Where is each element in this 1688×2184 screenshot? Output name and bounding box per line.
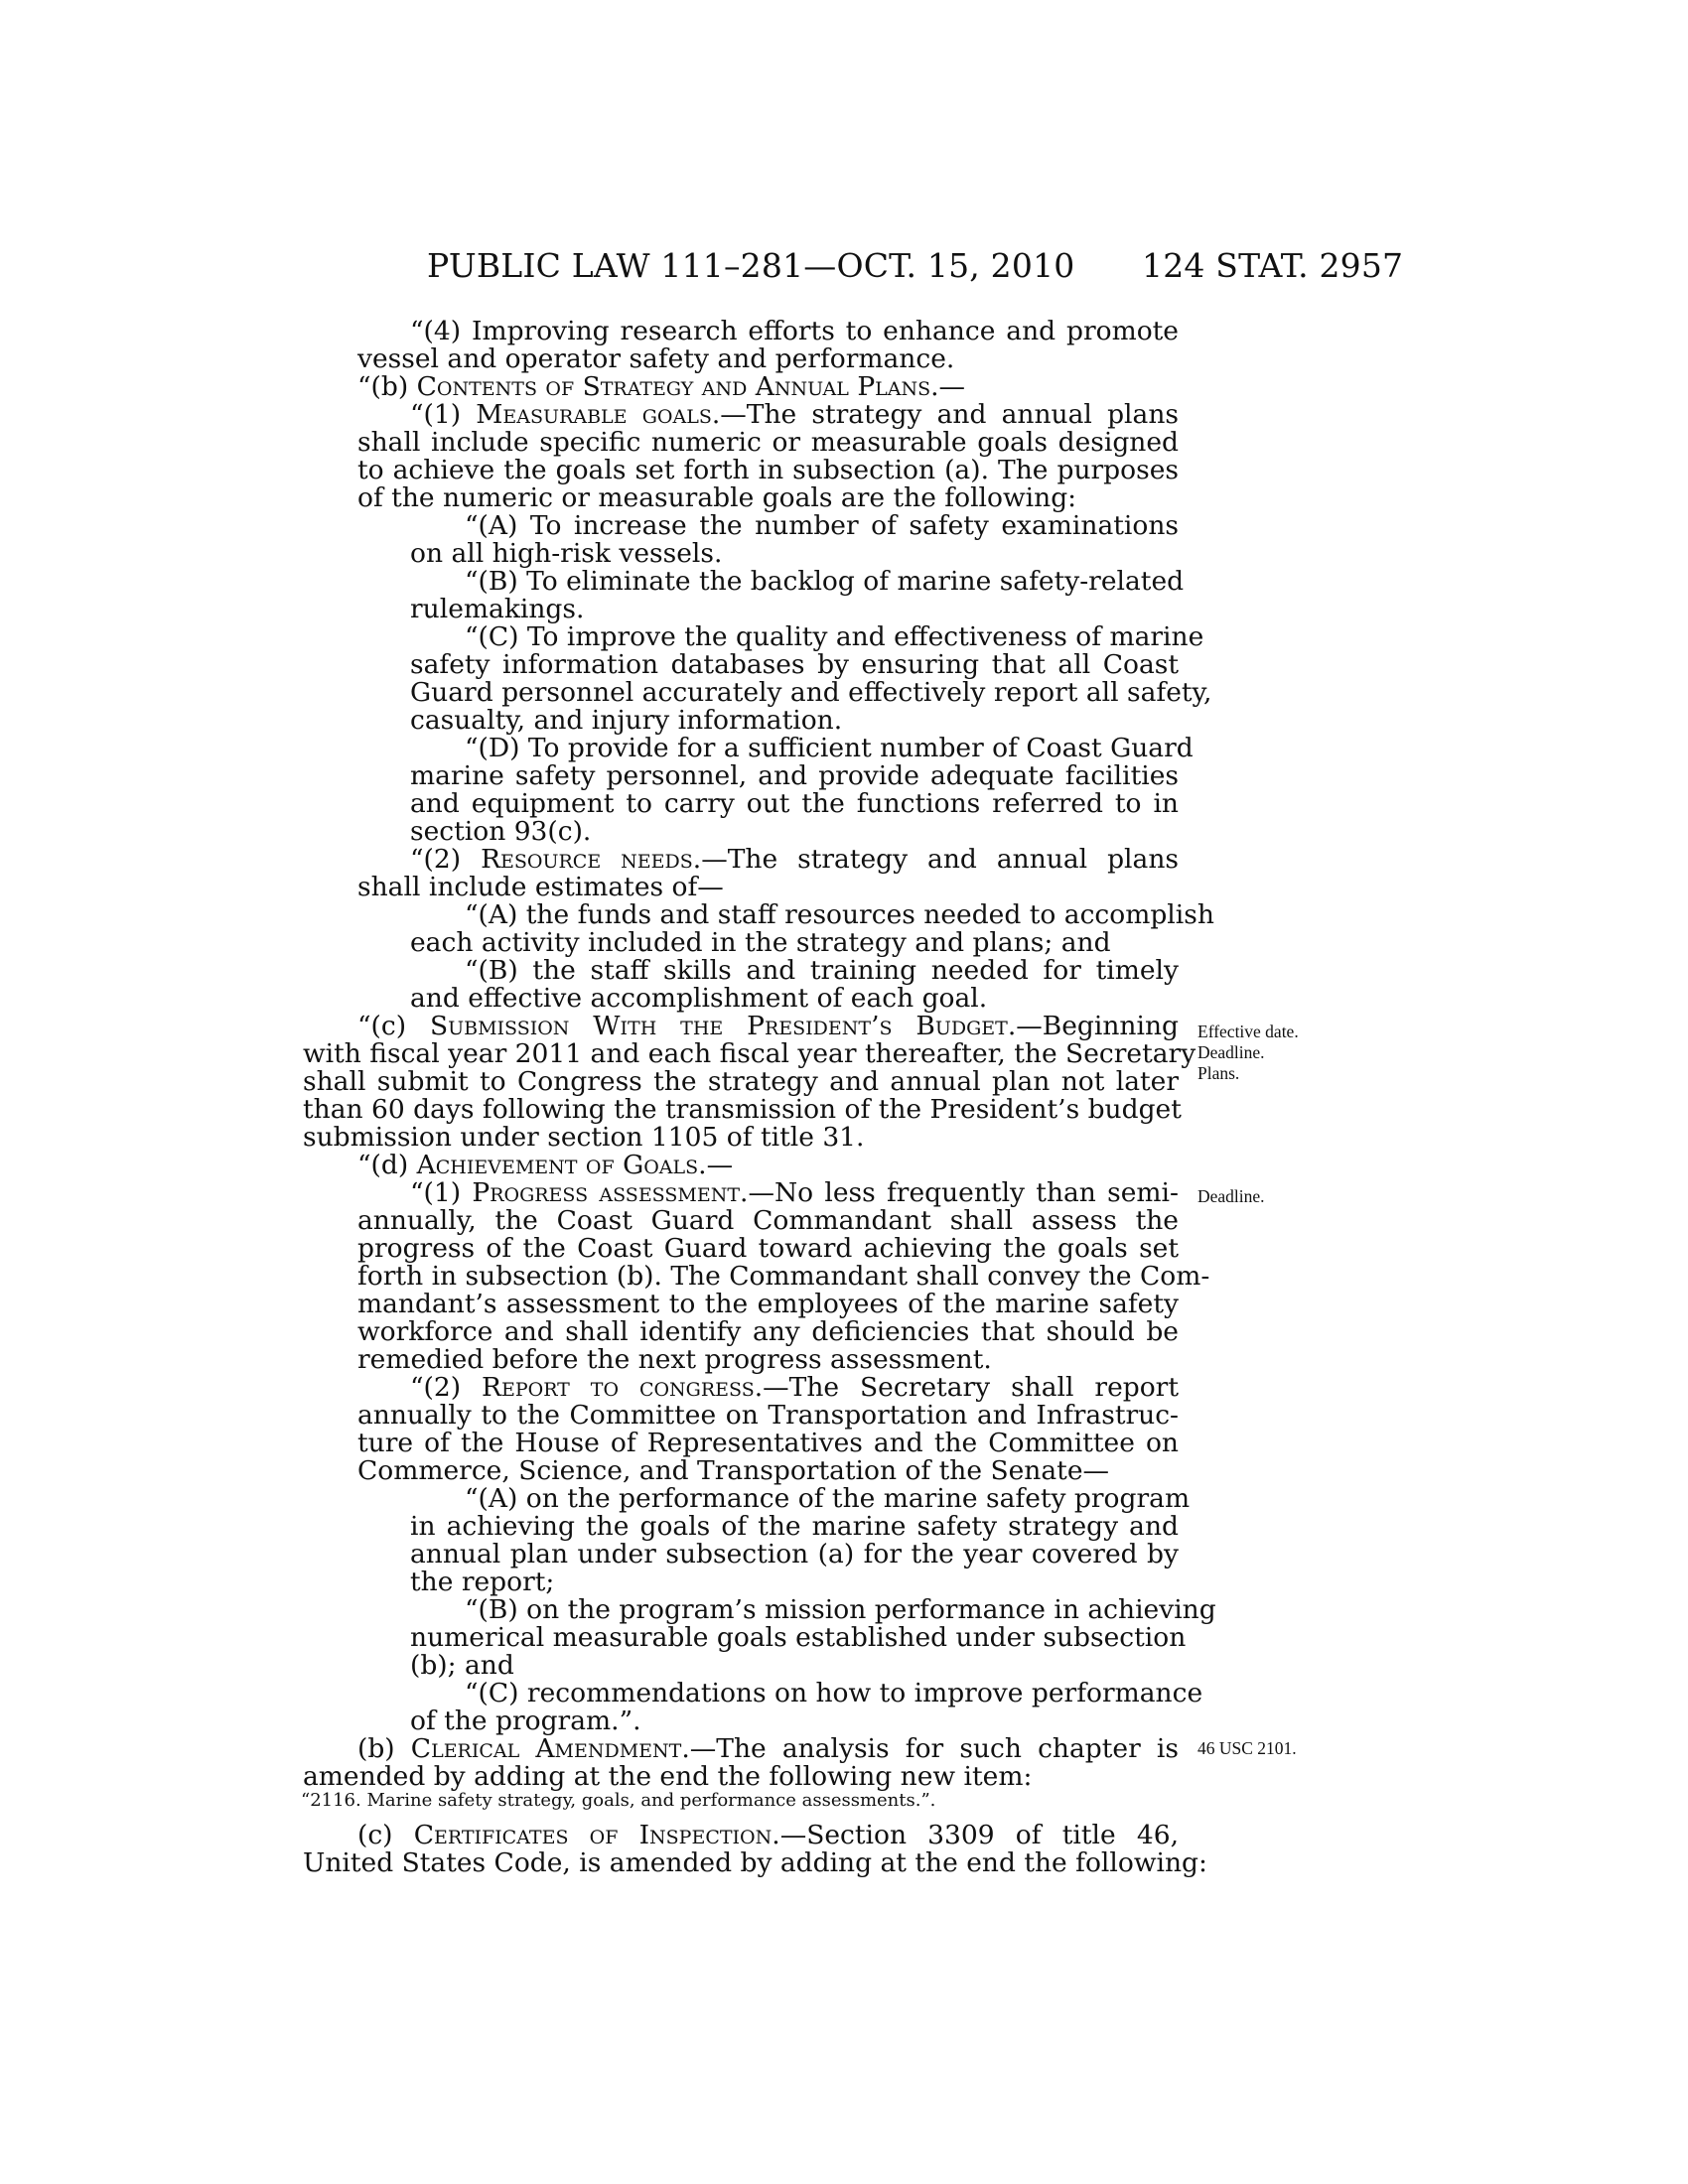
text-line [357,457,1179,484]
line-text: numerical measurable goals established under subsection [410,1622,1187,1653]
text-line [410,762,1179,790]
text-line [410,651,1179,679]
text-line [303,1068,1179,1096]
line-text: .—Section 3309 of title 46, [772,1820,1179,1850]
line-text: (b) [357,1733,411,1764]
line-text: “(B) on the program’s mission performance in achieving [465,1594,1216,1625]
margin-note-effective-date [1197,1022,1299,1084]
text-line [465,957,1179,985]
text-line [410,1541,1179,1569]
line-text: the report; [410,1567,555,1597]
line-text: “(4) Improving research efforts to enhance and promote [410,316,1179,346]
line-text: (b); and [410,1650,514,1681]
text-line [410,1513,1179,1541]
section-heading: Measurable goals [476,399,712,430]
text-line [410,707,842,735]
margin-note-line: Plans. [1197,1063,1240,1083]
line-text: annual plan under subsection (a) for the year covered by [410,1539,1179,1570]
text-line [410,1374,1179,1402]
line-text: marine safety personnel, and provide adequate facilities [410,760,1179,791]
line-text: “(b) [357,371,417,402]
text-line [465,899,1214,930]
margin-note-line: Deadline. [1197,1042,1265,1062]
text-line [465,621,1204,652]
text-line [465,566,1185,597]
line-text: annually to the Committee on Transportation and Infrastruc- [357,1400,1179,1431]
text-line [357,1235,1179,1263]
margin-note-deadline [1197,1186,1265,1207]
text-line [357,1207,1179,1235]
text-line [357,373,965,401]
text-line [357,1261,1210,1292]
section-heading: Contents of Strategy and Annual Plans [416,371,931,402]
text-line [410,677,1212,708]
line-text: .—The strategy and annual plans [711,399,1179,430]
section-heading: Submission With the President’s Budget [429,1011,1008,1041]
text-line [410,818,591,846]
section-heading: Progress assessment [472,1177,741,1208]
line-text: of the numeric or measurable goals are the following: [357,482,1077,513]
line-text: .—No less frequently than semi- [740,1177,1179,1208]
section-heading: Certificates of Inspection [413,1820,773,1850]
line-text: section 93(c). [410,816,592,847]
line-text: “(1) [410,399,477,430]
text-line [357,874,724,901]
line-text: “(D) To provide for a sufficient number of Coast Guard [465,733,1194,763]
new-item-line: “2116. Marine safety strategy, goals, and performance assessments.”. [301,1790,936,1811]
line-text: to achieve the goals set forth in subsection (a). The purposes [357,455,1179,485]
section-heading: Achievement of Goals [416,1150,699,1180]
margin-note-line: Effective date. [1197,1022,1299,1041]
text-line [410,1179,1179,1207]
line-text: “(B) To eliminate the backlog of marine safety-related [465,566,1185,597]
text-line [357,1402,1179,1430]
line-text: submission under section 1105 of title 31. [303,1122,865,1153]
text-line [357,1013,1179,1040]
line-text: shall include specific numeric or measurable goals designed [357,427,1179,458]
line-text: annually, the Coast Guard Commandant shall assess the [357,1205,1179,1236]
line-text: casualty, and injury information. [410,705,843,736]
text-line [410,846,1179,874]
text-line [357,1152,733,1179]
line-text: progress of the Coast Guard toward achieving the goals set [357,1233,1179,1264]
line-text: and equipment to carry out the functions referred to in [410,788,1179,819]
section-heading: Report to congress [482,1372,755,1403]
line-text: “(A) To increase the number of safety examinations [465,510,1179,541]
line-text: on all high-risk vessels. [410,538,723,569]
text-line [357,1822,1179,1849]
text-line [465,512,1179,540]
line-text: rulemakings. [410,594,585,624]
text-line [410,318,1179,345]
line-text: ture of the House of Representatives and the Committee on [357,1428,1179,1458]
line-text: “(A) on the performance of the marine safety program [465,1483,1191,1514]
line-text: remedied before the next progress assessment. [357,1344,992,1375]
line-text: shall submit to Congress the strategy and annual plan not later [303,1066,1179,1097]
text-line [303,1124,864,1152]
line-text: workforce and shall identify any deficiencies that should be [357,1316,1179,1347]
text-line [410,985,987,1013]
line-text: “(C) recommendations on how to improve performance [465,1678,1203,1708]
text-line [357,1735,1179,1763]
text-line [357,1346,992,1374]
line-text: .—The strategy and annual plans [692,844,1179,875]
text-line [410,1569,554,1596]
text-line [410,1652,514,1680]
text-line [357,1291,1179,1318]
line-text: shall include estimates of— [357,872,724,902]
margin-note-usc [1197,1738,1297,1759]
line-text: .—The Secretary shall report [754,1372,1179,1403]
line-text: United States Code, is amended by adding at the end the following: [303,1847,1207,1878]
line-text: Guard personnel accurately and effectively report all safety, [410,677,1212,708]
text-line [303,1847,1207,1878]
line-text: “(A) the funds and staff resources needed to accomplish [465,899,1214,930]
line-text: “(B) the staff skills and training needed for timely [465,955,1179,986]
line-text: safety information databases by ensuring that all Coast [410,649,1179,680]
line-text: in achieving the goals of the marine safety strategy and [410,1511,1179,1542]
text-line [357,429,1179,457]
line-text: with fiscal year 2011 and each fiscal year thereafter, the Secretary [303,1038,1196,1069]
text-line [465,733,1194,763]
line-text: of the program.”. [410,1706,641,1736]
line-text: “(d) [357,1150,417,1180]
margin-note-line: 46 USC 2101. [1197,1738,1297,1758]
line-text: “(2) [410,1372,483,1403]
section-heading: Resource needs [481,844,693,875]
text-line [410,1622,1187,1653]
line-text: each activity included in the strategy and plans; and [410,927,1111,958]
line-text: (c) [357,1820,414,1850]
line-text: “(2) [410,844,482,875]
text-line [357,1457,1109,1485]
text-line [357,1318,1179,1346]
line-text: forth in subsection (b). The Commandant shall convey the Com- [357,1261,1210,1292]
text-line [410,596,584,623]
line-text: .—Beginning [1007,1011,1179,1041]
line-text: .— [930,371,966,402]
text-line [410,929,1111,957]
line-text: amended by adding at the end the following new item: [303,1761,1033,1792]
text-line [357,484,1076,512]
text-line [303,1038,1196,1069]
line-text: “(c) [357,1011,430,1041]
text-line [357,1430,1179,1457]
line-text: than 60 days following the transmission of the President’s budget [303,1094,1182,1125]
text-line [303,1763,1032,1791]
line-text: mandant’s assessment to the employees of the marine safety [357,1289,1179,1319]
text-line [465,1483,1191,1514]
line-text: and effective accomplishment of each goal. [410,983,988,1014]
text-line [465,1678,1203,1708]
running-header-title: PUBLIC LAW 111–281—OCT. 15, 2010 [427,246,1075,285]
line-text: .— [698,1150,734,1180]
line-text: “(C) To improve the quality and effectiveness of marine [465,621,1204,652]
section-heading: Clerical Amendment [410,1733,682,1764]
line-text: vessel and operator safety and performance. [357,343,955,374]
line-text: “(1) [410,1177,473,1208]
text-line [410,401,1179,429]
text-line [410,540,722,568]
text-line [303,1094,1182,1125]
text-line [410,1707,641,1735]
line-text: .—The analysis for such chapter is [681,1733,1179,1764]
text-line [410,790,1179,818]
line-text: Commerce, Science, and Transportation of the Senate— [357,1455,1110,1486]
text-line [465,1594,1216,1625]
margin-note-line: Deadline. [1197,1186,1265,1206]
text-line [357,345,954,373]
running-header-page: 124 STAT. 2957 [1142,246,1404,285]
